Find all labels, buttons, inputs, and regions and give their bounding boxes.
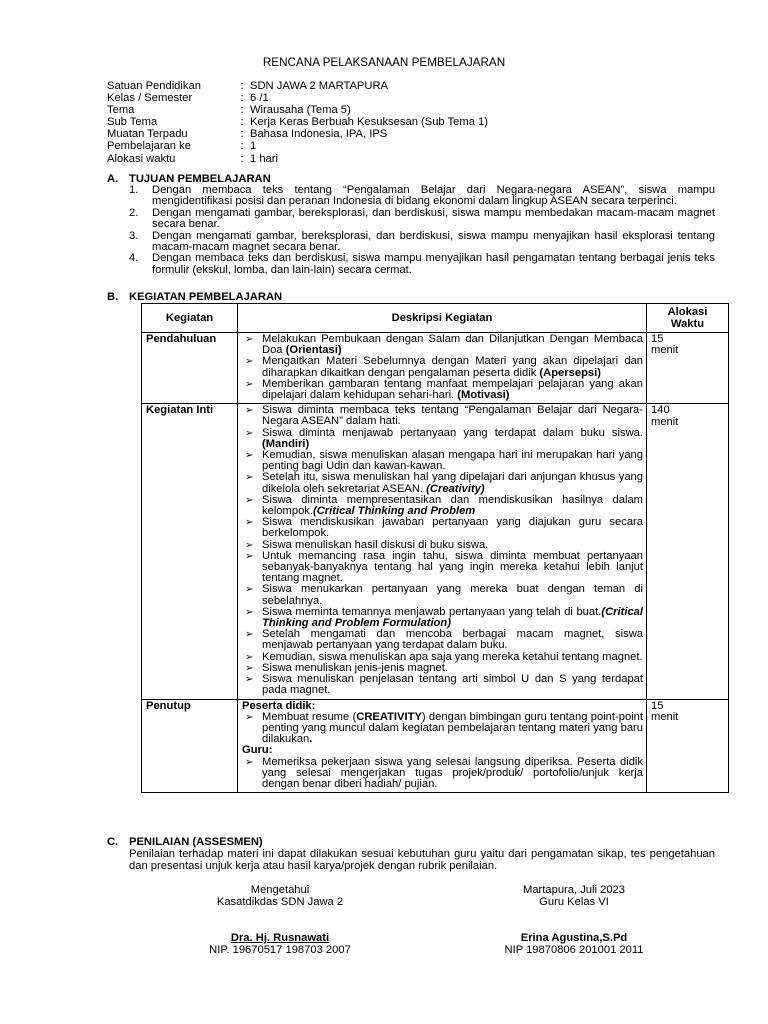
identity-colon: : xyxy=(240,116,244,129)
section-title: TUJUAN PEMBELAJARAN xyxy=(129,173,271,185)
identity-key: Satuan Pendidikan xyxy=(107,80,201,92)
step-text: Memberikan gambaran tentang manfaat mempelajari pelajaran yang akan dipelajari dalam kehidupan sehari-hari. xyxy=(262,377,643,402)
signature-nip: NIP 19870806 201001 2011 xyxy=(504,944,644,957)
activity-name: Pendahuluan xyxy=(142,333,238,404)
arrow-bullet-icon: ➢ xyxy=(245,517,254,529)
step-emphasis: (Apersepsi) xyxy=(539,366,601,379)
step-item xyxy=(242,334,643,356)
objective-item xyxy=(129,231,715,254)
arrow-bullet-icon: ➢ xyxy=(245,629,254,641)
identity-row xyxy=(107,92,707,104)
identity-row xyxy=(107,140,707,152)
step-item xyxy=(242,584,643,606)
step-item xyxy=(242,405,643,427)
step-text: Siswa menukarkan pertanyaan yang mereka buat dengan teman di sebelahnya. xyxy=(262,583,643,607)
arrow-bullet-icon: ➢ xyxy=(245,472,254,484)
arrow-bullet-icon: ➢ xyxy=(245,711,254,723)
document-title: RENCANA PELAKSANAAN PEMBELAJARAN xyxy=(262,56,506,69)
arrow-bullet-icon: ➢ xyxy=(245,662,254,674)
arrow-bullet-icon: ➢ xyxy=(245,427,254,439)
objective-text: Dengan mengamati gambar, bereksplorasi, dan berdiskusi, siswa mampu menyajikan hasil eksplorasi tentang macam-macam magnet secara benar. xyxy=(152,229,715,254)
objective-number: 2. xyxy=(129,206,139,219)
step-list xyxy=(242,405,643,696)
objective-item xyxy=(129,253,715,276)
identity-colon: : xyxy=(240,140,244,153)
step-list xyxy=(242,757,643,791)
identity-value: Kerja Keras Berbuah Kesuksesan (Sub Tema 1) xyxy=(250,116,488,129)
step-text: Siswa menuliskan jenis-jenis magnet. xyxy=(262,661,448,674)
step-text: Siswa diminta mempresentasikan dan mendiskusikan hasilnya dalam kelompok. xyxy=(262,493,643,518)
assessment-text: Penilaian terhadap materi ini dapat dilakukan sesuai kebutuhan guru yaitu dari pengamatan sikap, tes pengetahuan dan presentasi unjuk kerja atau hasil karya/projek dengan rubrik penilaian. xyxy=(129,848,715,873)
activity-allocation: 15 menit xyxy=(647,699,729,793)
step-end-dot: . xyxy=(309,733,313,746)
signature-space xyxy=(158,908,402,932)
signature-caption: Martapura, Juli 2023 xyxy=(523,884,625,896)
signature-left xyxy=(158,884,402,956)
step-item xyxy=(242,428,643,450)
peserta-label: Peserta didik: xyxy=(242,699,316,712)
identity-row xyxy=(107,128,707,140)
identity-row xyxy=(107,80,707,92)
identity-value: 6 /1 xyxy=(250,92,269,105)
signature-caption: Mengetahui xyxy=(250,884,310,896)
objective-number: 4. xyxy=(129,252,139,265)
identity-key: Muatan Terpadu xyxy=(107,128,188,141)
step-list xyxy=(242,334,643,401)
identity-key: Kelas / Semester xyxy=(107,92,193,105)
activity-name: Kegiatan Inti xyxy=(142,404,238,699)
table-row xyxy=(142,333,729,404)
arrow-bullet-icon: ➢ xyxy=(245,378,254,390)
step-emphasis: CREATIVITY xyxy=(356,710,422,723)
identity-value: Bahasa Indonesia, IPA, IPS xyxy=(250,128,388,141)
identity-colon: : xyxy=(240,152,244,165)
identity-table xyxy=(107,80,707,165)
step-text: Membuat resume ( xyxy=(262,710,357,723)
signature-role: Guru Kelas VI xyxy=(539,896,609,909)
objective-number: 1. xyxy=(129,184,139,196)
step-emphasis: (Orientasi) xyxy=(285,344,342,357)
arrow-bullet-icon: ➢ xyxy=(245,584,254,596)
identity-colon: : xyxy=(240,92,244,105)
arrow-bullet-icon: ➢ xyxy=(245,606,254,618)
step-item xyxy=(242,757,643,791)
step-text: Melakukan Pembukaan dengan Salam dan Dilanjutkan Dengan Membaca Doa xyxy=(262,333,643,357)
objective-text: Dengan membaca teks tentang “Pengalaman Belajar dari Negara-negara ASEAN”, siswa mampu mengidentifikasi posisi dan peranan Indonesia di bidang ekonomi dalam lingkup ASEAN secara terperinci. xyxy=(152,184,715,208)
step-emphasis: (Motivasi) xyxy=(457,389,510,402)
step-item xyxy=(242,712,643,746)
step-text: ) dengan bimbingan guru tentang point-point penting yang muncul dalam kegiatan pembelajaran tentang materi yang baru dilakukan xyxy=(262,710,643,746)
step-text: Siswa menuliskan hasil diskusi di buku siswa. xyxy=(262,538,489,551)
table-row xyxy=(142,404,729,699)
arrow-bullet-icon: ➢ xyxy=(245,550,254,562)
step-text: Siswa meminta temannya menjawab pertanyaan yang telah di buat. xyxy=(262,605,602,618)
section-letter: B. xyxy=(107,291,119,303)
step-item xyxy=(242,674,643,696)
identity-value: 1 xyxy=(250,140,257,153)
arrow-bullet-icon: ➢ xyxy=(245,356,254,368)
identity-colon: : xyxy=(240,128,244,141)
signature-name: Dra. Hj. Rusnawati xyxy=(230,932,330,945)
arrow-bullet-icon: ➢ xyxy=(245,756,254,768)
step-item xyxy=(242,450,643,472)
header-alokasi: Alokasi Waktu xyxy=(647,304,729,333)
objective-number: 3. xyxy=(129,229,139,242)
section-c-heading xyxy=(107,836,263,848)
identity-key: Tema xyxy=(107,104,135,117)
signature-name: Erina Agustina,S.Pd xyxy=(520,932,628,945)
step-emphasis: (Critical Thinking and Problem Formulation) xyxy=(262,605,643,630)
activity-description xyxy=(238,404,647,699)
table-row xyxy=(142,699,729,793)
activity-description xyxy=(238,333,647,404)
step-text: Memeriksa pekerjaan siswa yang selesai langsung diperiksa. Peserta didik yang selesai mengerjakan tugas projek/produk/ portofolio/unjuk kerja dengan benar diberi hadiah/ pujian. xyxy=(262,755,643,790)
identity-key: Alokasi waktu xyxy=(107,152,176,165)
step-text: Siswa menuliskan penjelasan tentang arti simbol U dan S yang terdapat pada magnet. xyxy=(262,673,643,697)
signature-space xyxy=(474,908,674,932)
signature-nip: NIP. 19670517 198703 2007 xyxy=(209,944,351,957)
step-text: Siswa mendiskusikan jawaban pertanyaan yang diajukan guru secara berkelompok. xyxy=(262,516,643,540)
activity-description xyxy=(238,699,647,793)
table-header-row xyxy=(142,304,729,333)
step-text: Setelah mengamati dan mencoba berbagai macam magnet, siswa menjawab pertanyaan yang terdapat dalam buku. xyxy=(262,628,643,652)
step-item xyxy=(242,379,643,401)
arrow-bullet-icon: ➢ xyxy=(245,494,254,506)
identity-row xyxy=(107,116,707,128)
arrow-bullet-icon: ➢ xyxy=(245,674,254,686)
identity-value: 1 hari xyxy=(250,152,278,165)
section-letter: C. xyxy=(107,836,119,848)
identity-key: Sub Tema xyxy=(107,116,158,129)
objective-item xyxy=(129,208,715,231)
activity-allocation: 140 menit xyxy=(647,404,729,699)
arrow-bullet-icon: ➢ xyxy=(245,651,254,663)
identity-row xyxy=(107,104,707,116)
header-deskripsi: Deskripsi Kegiatan xyxy=(238,304,647,333)
objectives-list xyxy=(129,185,715,276)
objective-item xyxy=(129,185,715,208)
identity-value: Wirausaha (Tema 5) xyxy=(250,104,351,117)
step-text: Siswa diminta membaca teks tentang “Pengalaman Belajar dari Negara-Negara ASEAN” dalam hati. xyxy=(262,404,643,428)
section-letter: A. xyxy=(107,173,119,185)
step-list xyxy=(242,712,643,746)
objective-text: Dengan mengamati gambar, bereksplorasi, dan berdiskusi, siswa mampu membedakan macam-macam magnet secara benar. xyxy=(152,206,715,231)
section-b-heading xyxy=(107,291,282,303)
arrow-bullet-icon: ➢ xyxy=(245,334,254,345)
step-text: Setelah itu, siswa menuliskan hal yang dipelajari dari anjungan khusus yang dikelola oleh sekretariat ASEAN. xyxy=(262,471,643,495)
step-text: Kemudian, siswa menuliskan apa saja yang mereka ketahui tentang magnet. xyxy=(262,650,643,663)
step-item xyxy=(242,607,643,629)
step-item xyxy=(242,629,643,651)
step-emphasis: (Creativity) xyxy=(426,482,485,495)
step-item xyxy=(242,551,643,585)
activity-name: Penutup xyxy=(142,699,238,793)
identity-colon: : xyxy=(240,80,244,92)
identity-value: SDN JAWA 2 MARTAPURA xyxy=(250,80,389,92)
activities-table xyxy=(141,303,729,793)
section-title: KEGIATAN PEMBELAJARAN xyxy=(129,291,283,303)
activity-allocation: 15 menit xyxy=(647,333,729,404)
identity-colon: : xyxy=(240,104,244,117)
step-text: Untuk memancing rasa ingin tahu, siswa diminta membuat pertanyaan sebanyak-banyaknya tentang hal yang ingin mereka ketahui lebih lanjut tentang magnet. xyxy=(262,549,643,585)
header-kegiatan: Kegiatan xyxy=(142,304,238,333)
step-item xyxy=(242,356,643,378)
step-item xyxy=(242,472,643,494)
arrow-bullet-icon: ➢ xyxy=(245,405,254,417)
step-text: Siswa diminta menjawab pertanyaan yang terdapat dalam buku siswa. xyxy=(262,426,643,439)
signature-right xyxy=(474,884,674,956)
arrow-bullet-icon: ➢ xyxy=(245,539,254,551)
identity-key: Pembelajaran ke xyxy=(107,140,191,153)
step-text: Mengaitkan Materi Sebelumnya dengan Materi yang akan dipelajari dan diharapkan dikaitkan dengan pengalaman peserta didik xyxy=(262,355,643,379)
step-item xyxy=(242,517,643,539)
arrow-bullet-icon: ➢ xyxy=(245,450,254,462)
identity-row xyxy=(107,153,707,165)
signature-role: Kasatdikdas SDN Jawa 2 xyxy=(216,896,344,909)
guru-label: Guru: xyxy=(242,744,273,757)
step-emphasis: (Mandiri) xyxy=(262,437,310,450)
step-item xyxy=(242,495,643,517)
objective-text: Dengan membaca teks dan berdiskusi, siswa mampu menyajikan hasil pengamatan tentang berbagai jenis teks formulir (ekskul, lomba, dan lain-lain) secara cermat. xyxy=(152,252,715,276)
step-emphasis: (Critical Thinking and Problem xyxy=(313,505,476,518)
step-text: Kemudian, siswa menuliskan alasan mengapa hari ini merupakan hari yang penting bagi Udin dan kawan-kawan. xyxy=(262,449,643,473)
section-title: PENILAIAN (ASSESMEN) xyxy=(129,836,263,848)
